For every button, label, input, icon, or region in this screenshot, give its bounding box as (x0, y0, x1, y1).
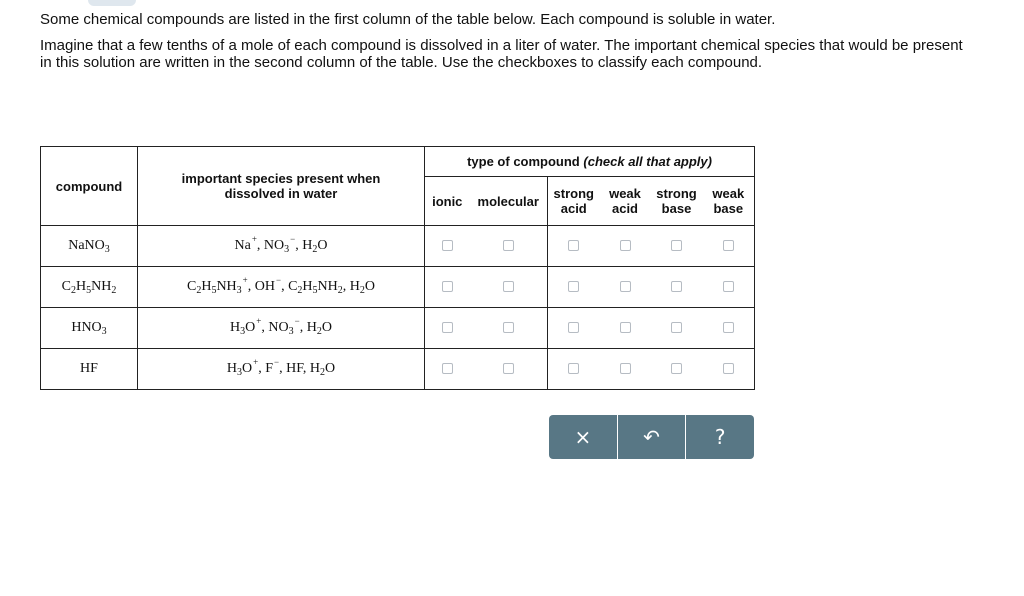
species-hf: $H_3O^+$, F−, HF, $H_2O$ (138, 349, 425, 390)
compound-nano3: NaNO$_3$ (41, 226, 138, 267)
table-row (41, 226, 755, 267)
compound-hf: HF (41, 349, 138, 390)
checkbox-hf-weak-base[interactable] (723, 363, 734, 374)
header-type (425, 147, 755, 177)
checkbox-c2h5nh2-weak-base[interactable] (723, 281, 734, 292)
checkbox-hno3-weak-base[interactable] (723, 322, 734, 333)
close-icon: × (574, 425, 592, 449)
checkbox-nano3-ionic[interactable] (442, 240, 453, 251)
top-tab-indicator (88, 0, 136, 6)
intro-paragraph-2: Imagine that a few tenths of a mole of each compound is dissolved in a liter of water. The important chemical species that would be present in this solution are written in the second column of the table. Use the checkboxes to classify each compound. (40, 36, 963, 71)
compound-c2h5nh2: $C_2H_5NH_2$ (41, 267, 138, 308)
help-button[interactable] (686, 415, 754, 459)
intro-paragraph-1: Some chemical compounds are listed in the first column of the table below. Each compound is soluble in water. (40, 11, 776, 28)
header-type-label: type of compound (467, 154, 580, 169)
species-nano3: Na+, $NO_3^-$, $H_2O$ (138, 226, 425, 267)
undo-icon: ↶ (643, 425, 660, 449)
checkbox-c2h5nh2-weak-acid[interactable] (620, 281, 631, 292)
checkbox-c2h5nh2-molecular[interactable] (503, 281, 514, 292)
checkbox-c2h5nh2-strong-acid[interactable] (568, 281, 579, 292)
table-row (41, 308, 755, 349)
checkbox-hf-weak-acid[interactable] (620, 363, 631, 374)
checkbox-c2h5nh2-ionic[interactable] (442, 281, 453, 292)
checkbox-nano3-molecular[interactable] (503, 240, 514, 251)
clear-button[interactable] (549, 415, 618, 459)
col-strong-acid: strong acid (548, 177, 600, 226)
species-hno3: $H_3O^+$, $NO_3^-$, $H_2O$ (138, 308, 425, 349)
checkbox-hno3-strong-acid[interactable] (568, 322, 579, 333)
undo-button[interactable] (618, 415, 687, 459)
col-ionic: ionic (425, 177, 470, 226)
checkbox-nano3-weak-acid[interactable] (620, 240, 631, 251)
header-compound: compound (41, 147, 138, 226)
checkbox-hno3-molecular[interactable] (503, 322, 514, 333)
checkbox-nano3-strong-base[interactable] (671, 240, 682, 251)
instructions (40, 11, 970, 80)
help-icon: ? (714, 425, 726, 449)
header-species: important species present when dissolved in water (138, 147, 425, 226)
checkbox-hf-strong-acid[interactable] (568, 363, 579, 374)
classification-table (40, 146, 755, 390)
table-row (41, 349, 755, 390)
table-row (41, 267, 755, 308)
col-weak-base: weak base (703, 177, 755, 226)
checkbox-c2h5nh2-strong-base[interactable] (671, 281, 682, 292)
checkbox-hf-molecular[interactable] (503, 363, 514, 374)
header-type-note: (check all that apply) (583, 154, 712, 169)
col-weak-acid: weak acid (600, 177, 651, 226)
checkbox-hno3-weak-acid[interactable] (620, 322, 631, 333)
checkbox-nano3-strong-acid[interactable] (568, 240, 579, 251)
checkbox-hf-strong-base[interactable] (671, 363, 682, 374)
checkbox-hno3-ionic[interactable] (442, 322, 453, 333)
checkbox-hf-ionic[interactable] (442, 363, 453, 374)
checkbox-nano3-weak-base[interactable] (723, 240, 734, 251)
col-molecular: molecular (470, 177, 548, 226)
col-strong-base: strong base (651, 177, 703, 226)
answer-toolbar (549, 415, 754, 459)
checkbox-hno3-strong-base[interactable] (671, 322, 682, 333)
species-c2h5nh2: $C_2H_5NH_3^+$, OH−, $C_2H_5NH_2$, $H_2O$ (138, 267, 425, 308)
compound-hno3: $HNO_3$ (41, 308, 138, 349)
